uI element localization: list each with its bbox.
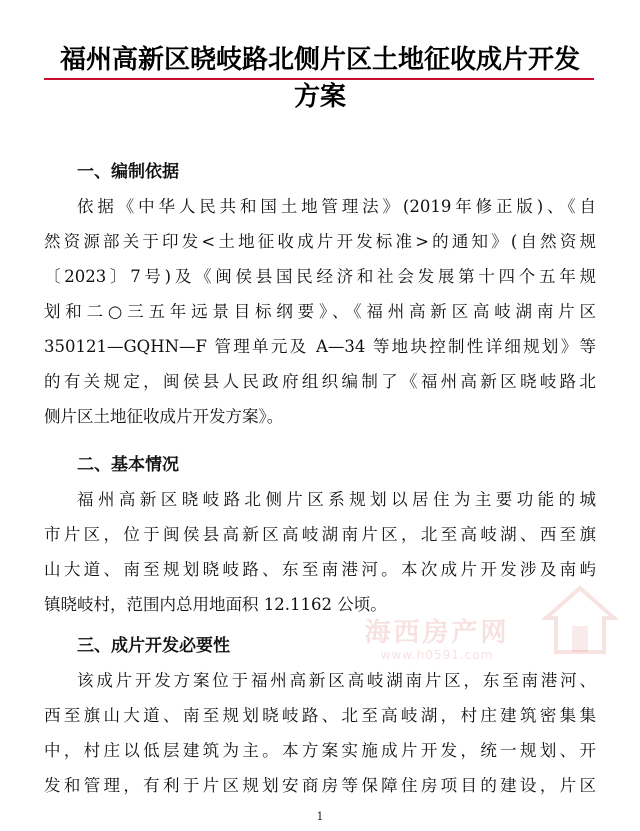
- page-number: 1: [316, 810, 324, 823]
- paragraph-line: 该成片开发方案位于福州高新区高岐湖南片区，东至南港河、: [77, 671, 596, 690]
- section-heading-necessity: 三、成片开发必要性: [77, 636, 230, 656]
- paragraph-line: 市片区，位于闽侯县高新区高岐湖南片区，北至高岐湖、西至旗: [44, 525, 596, 544]
- title-red-rule: [44, 78, 594, 80]
- site-watermark: [352, 618, 522, 662]
- paragraph-line: 镇晓岐村，范围内总用地面积 12.1162 公顷。: [44, 595, 387, 614]
- house-watermark-icon: [540, 580, 620, 660]
- section-heading-basic-info: 二、基本情况: [77, 455, 179, 475]
- watermark-url: www.h0591.com: [380, 648, 494, 662]
- paragraph-line: 福州高新区晓岐路北侧片区系规划以居住为主要功能的城: [77, 490, 596, 509]
- watermark-title: 海西房产网: [364, 618, 510, 648]
- document-title-line-2: 方案: [293, 82, 346, 112]
- paragraph-line: 依据《中华人民共和国土地管理法》(2019年修正版)、《自: [77, 197, 596, 216]
- paragraph-line: 发和管理，有利于片区规划安商房等保障住房项目的建设，片区: [44, 776, 596, 795]
- paragraph-line: 划和二○三五年远景目标纲要》、《福州高新区高岐湖南片区: [44, 302, 596, 321]
- paragraph-line: 然资源部关于印发<土地征收成片开发标准>的通知》(自然资规: [44, 232, 596, 251]
- section-heading-basis: 一、编制依据: [77, 162, 179, 182]
- paragraph-line: 的有关规定，闽侯县人民政府组织编制了《福州高新区晓岐路北: [44, 372, 596, 391]
- document-title-line-1: 福州高新区晓岐路北侧片区土地征收成片开发: [59, 45, 580, 75]
- paragraph-line: 中，村庄以低层建筑为主。本方案实施成片开发，统一规划、开: [44, 741, 596, 760]
- paragraph-line: 〔2023〕7号)及《闽侯县国民经济和社会发展第十四个五年规: [44, 267, 596, 286]
- paragraph-line: 西至旗山大道、南至规划晓岐路、北至高岐湖，村庄建筑密集集: [44, 706, 596, 725]
- paragraph-line: 侧片区土地征收成片开发方案》。: [44, 407, 284, 426]
- paragraph-line: 山大道、南至规划晓岐路、东至南港河。本次成片开发涉及南屿: [44, 560, 596, 579]
- paragraph-line: 350121—GQHN—F 管理单元及 A—34 等地块控制性详细规划》等: [44, 337, 596, 356]
